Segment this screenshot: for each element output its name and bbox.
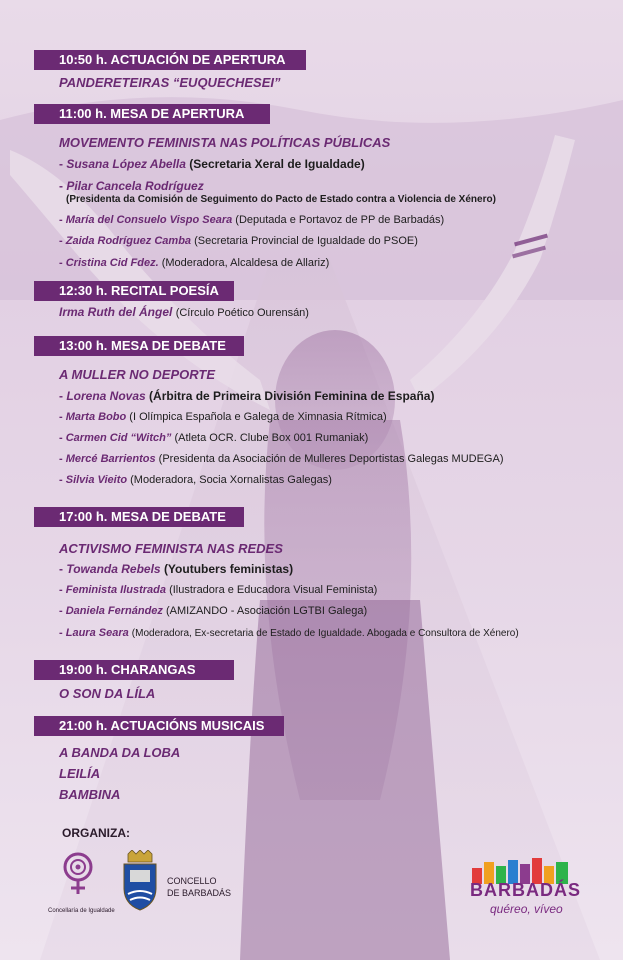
section-time-label: 11:00 h. MESA DE APERTURA: [34, 104, 270, 124]
person-name: Irma Ruth del Ángel: [59, 305, 173, 319]
list-item: - Mercé Barrientos (Presidenta da Asociación de Mulleres Deportistas Galegas MUDEGA): [59, 453, 504, 465]
list-item: - Lorena Novas (Árbitra de Primeira División Feminina de España): [59, 389, 435, 403]
person-role: (Secretaria Xeral de Igualdade): [189, 157, 365, 171]
person-name: Lorena Novas: [66, 389, 146, 403]
organiza-label: ORGANIZA:: [62, 826, 130, 840]
person-role: (Moderadora, Alcaldesa de Allariz): [161, 257, 330, 269]
barbadas-slogan: quéreo, víveo: [490, 902, 563, 916]
concello-logo-line1: CONCELLO: [167, 876, 217, 886]
person-name: Susana López Abella: [66, 157, 186, 171]
person-role: (Ilustradora e Educadora Visual Feminista): [169, 584, 378, 596]
person-role: (Círculo Poético Ourensán): [175, 307, 309, 319]
list-item: - Laura Seara (Moderadora, Ex-secretaria de Estado de Igualdade. Abogada e Consultora de Xénero): [59, 627, 519, 639]
person-role: (Moderadora, Ex-secretaria de Estado de Igualdade. Abogada e Consultora de Xénero): [131, 628, 519, 639]
person-name: Silvia Vieito: [65, 474, 128, 486]
list-item: - Pilar Cancela Rodríguez: [59, 179, 204, 193]
person-name: Feminista Ilustrada: [65, 584, 166, 596]
list-item: - María del Consuelo Vispo Seara (Deputada e Portavoz de PP de Barbadás): [59, 214, 445, 226]
person-name: Mercé Barrientos: [65, 453, 156, 465]
list-item: - Cristina Cid Fdez. (Moderadora, Alcaldesa de Allariz): [59, 257, 330, 269]
section-time-label: 10:50 h. ACTUACIÓN DE APERTURA: [34, 50, 306, 70]
section-subtitle: ACTIVISMO FEMINISTA NAS REDES: [59, 541, 283, 556]
person-name: Daniela Fernández: [65, 605, 163, 617]
person-name: Pilar Cancela Rodríguez: [66, 179, 204, 193]
list-item: - Feminista Ilustrada (Ilustradora e Educadora Visual Feminista): [59, 584, 378, 596]
barbadas-logo-text: BARBADÁS: [470, 880, 581, 900]
person-name: Marta Bobo: [65, 411, 127, 423]
person-role: (Moderadora, Socia Xornalistas Galegas): [130, 474, 332, 486]
list-item: - Carmen Cid “Witch” (Atleta OCR. Clube Box 001 Rumaniak): [59, 432, 369, 444]
person-name: Cristina Cid Fdez.: [65, 257, 159, 269]
musical-act: BAMBINA: [59, 787, 121, 802]
person-name: Laura Seara: [65, 627, 129, 639]
list-item: - Marta Bobo (I Olímpica Española e Galega de Ximnasia Rítmica): [59, 411, 387, 423]
section-time-label: 19:00 h. CHARANGAS: [34, 660, 234, 680]
person-name: Towanda Rebels: [66, 562, 161, 576]
igualdade-logo-text: Concellaría de Igualdade: [48, 908, 115, 914]
person-role: (Presidenta da Asociación de Mulleres Deportistas Galegas MUDEGA): [158, 453, 504, 465]
list-item: - Susana López Abella (Secretaria Xeral de Igualdade): [59, 157, 365, 171]
person-role: (Secretaria Provincial de Igualdade do PSOE): [194, 235, 418, 247]
person-role: (AMIZANDO - Asociación LGTBI Galega): [166, 605, 368, 617]
person-name: María del Consuelo Vispo Seara: [65, 214, 233, 226]
person-role: (I Olímpica Española e Galega de Ximnasia Rítmica): [129, 411, 387, 423]
list-item: - Silvia Vieito (Moderadora, Socia Xornalistas Galegas): [59, 474, 332, 486]
person-role: (Youtubers feministas): [163, 562, 294, 576]
section-time-label: 12:30 h. RECITAL POESÍA: [34, 281, 234, 301]
person-name: Carmen Cid “Witch”: [65, 432, 172, 444]
coat-of-arms-icon: [122, 850, 158, 912]
section-time-label: 21:00 h. ACTUACIÓNS MUSICAIS: [34, 716, 284, 736]
section-time-label: 17:00 h. MESA DE DEBATE: [34, 507, 244, 527]
person-name: Zaida Rodríguez Camba: [65, 235, 192, 247]
section-subtitle: A MULLER NO DEPORTE: [59, 367, 216, 382]
person-role: (Árbitra de Primeira División Feminina de España): [149, 389, 435, 403]
list-item: - Towanda Rebels (Youtubers feministas): [59, 562, 294, 576]
list-item: - Daniela Fernández (AMIZANDO - Asociación LGTBI Galega): [59, 605, 368, 617]
musical-act: LEILÍA: [59, 766, 101, 781]
list-item: - Zaida Rodríguez Camba (Secretaria Provincial de Igualdade do PSOE): [59, 235, 418, 247]
list-item: [59, 305, 309, 319]
section-subtitle: PANDERETEIRAS “EUQUECHESEI”: [59, 75, 281, 90]
female-symbol-icon: [58, 850, 98, 898]
section-subtitle: O SON DA LÍLA: [59, 686, 156, 701]
person-role: (Deputada e Portavoz de PP de Barbadás): [235, 214, 445, 226]
person-role: (Atleta OCR. Clube Box 001 Rumaniak): [174, 432, 369, 444]
musical-act: A BANDA DA LOBA: [59, 745, 181, 760]
section-time-label: 13:00 h. MESA DE DEBATE: [34, 336, 244, 356]
person-role: (Presidenta da Comisión de Seguimento do Pacto de Estado contra a Violencia de Xénero): [66, 194, 496, 205]
section-subtitle: MOVEMENTO FEMINISTA NAS POLÍTICAS PÚBLICAS: [59, 135, 391, 150]
concello-logo-line2: DE BARBADÁS: [167, 888, 232, 898]
